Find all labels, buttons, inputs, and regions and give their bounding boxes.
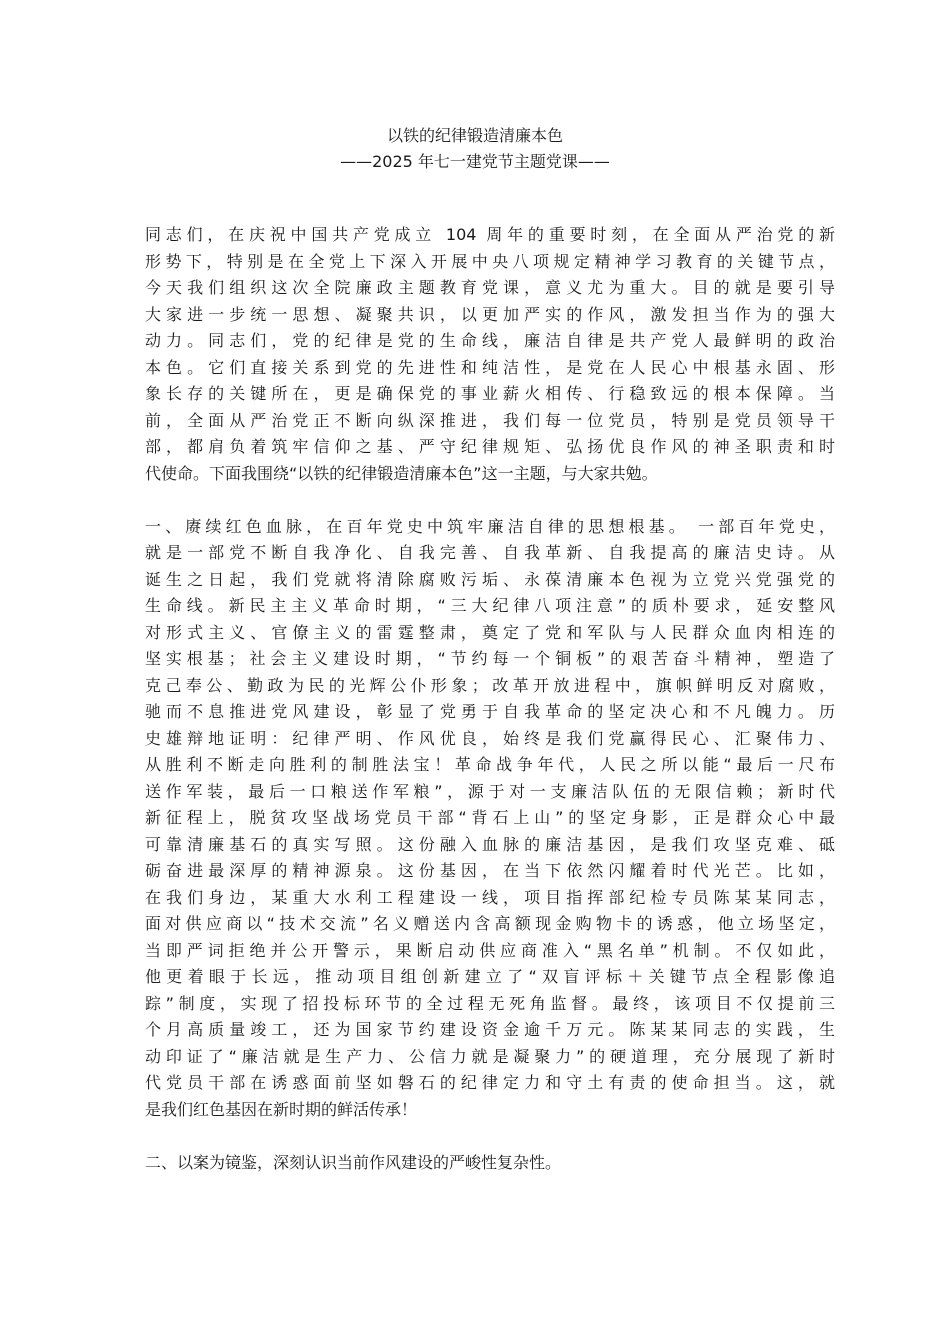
paragraph-line: 象长存的关键所在，更是确保党的事业薪火相传、行稳致远的根本保障。当 [145, 384, 835, 403]
paragraph-line: 当即严词拒绝并公开警示，果断启动供应商准入“黑名单”机制。不仅如此， [145, 940, 835, 960]
paragraph-line: 驰而不息推进党风建设，彰显了党勇于自我革命的坚定决心和不凡魄力。历 [145, 702, 835, 721]
paragraph-line: 他更着眼于长远，推动项目组创新建立了“双盲评标＋关键节点全程影像追 [145, 967, 835, 986]
paragraph-line: 新征程上，脱贫攻坚战场党员干部“背石上山”的坚定身影，正是群众心中最 [145, 808, 835, 827]
paragraph-spacer [145, 1123, 835, 1150]
paragraph-line: 前，全面从严治党正不断向纵深推进，我们每一位党员，特别是党员领导干 [145, 410, 835, 430]
paragraph-line: 本色。它们直接关系到党的先进性和纯洁性，是党在人民心中根基永固、形 [145, 357, 835, 377]
paragraph-line: 代党员干部在诱惑面前坚如磐石的纪律定力和守土有责的使命担当。这，就 [145, 1073, 835, 1092]
paragraph-line: 踪”制度，实现了招投标环节的全过程无死角监督。最终，该项目不仅提前三 [145, 993, 835, 1013]
paragraph-line: 是我们红色基因在新时期的鲜活传承！ [145, 1099, 418, 1119]
paragraph-line: 今天我们组织这次全院廉政主题教育党课，意义尤为重大。目的就是要引导 [145, 278, 835, 297]
paragraph-line: 坚实根基；社会主义建设时期，“节约每一个铜板”的艰苦奋斗精神，塑造了 [145, 649, 835, 668]
document-title: 以铁的纪律锻造清廉本色 [386, 126, 563, 145]
paragraph [145, 514, 835, 1124]
paragraph-line: 从胜利不断走向胜利的制胜法宝！革命战争年代，人民之所以能“最后一尺布 [145, 755, 835, 774]
document-body [145, 222, 835, 1176]
paragraph-line: 对形式主义、官僚主义的雷霆整肃，奠定了党和军队与人民群众血肉相连的 [145, 622, 835, 642]
paragraph-line: 动印证了“廉洁就是生产力、公信力就是凝聚力”的硬道理，充分展现了新时 [145, 1046, 835, 1066]
paragraph-line: 诞生之日起，我们党就将清除腐败污垢、永葆清廉本色视为立党兴党强党的 [145, 569, 835, 589]
paragraph-line: 二、以案为镜鉴，深刻认识当前作风建设的严峻性复杂性。 [145, 1152, 562, 1172]
paragraph-line: 史雄辩地证明：纪律严明、作风优良，始终是我们党赢得民心、汇聚伟力、 [145, 728, 835, 748]
paragraph-line: 可靠清廉基石的真实写照。这份融入血脉的廉洁基因，是我们攻坚克难、砥 [145, 834, 835, 854]
paragraph-line: 形势下，特别是在全党上下深入开展中央八项规定精神学习教育的关键节点， [145, 251, 835, 271]
paragraph-line: 同志们，在庆祝中国共产党成立 104 周年的重要时刻，在全面从严治党的新 [145, 225, 835, 244]
paragraph-line: 一、赓续红色血脉，在百年党史中筑牢廉洁自律的思想根基。 一部百年党史， [145, 516, 835, 536]
document-subtitle: ——2025 年七一建党节主题党课—— [340, 152, 610, 171]
paragraph-line: 克己奉公、勤政为民的光辉公仆形象；改革开放进程中，旗帜鲜明反对腐败， [145, 675, 835, 695]
paragraph [145, 1150, 835, 1177]
paragraph-line: 生命线。新民主主义革命时期，“三大纪律八项注意”的质朴要求，延安整风 [145, 596, 835, 615]
paragraph-line: 就是一部党不断自我净化、自我完善、自我革新、自我提高的廉洁史诗。从 [145, 543, 835, 562]
paragraph [145, 222, 835, 487]
paragraph-line: 在我们身边，某重大水利工程建设一线，项目指挥部纪检专员陈某某同志， [145, 887, 835, 907]
title-block [0, 123, 950, 175]
paragraph-line: 砺奋进最深厚的精神源泉。这份基因，在当下依然闪耀着时代光芒。比如， [145, 861, 835, 880]
paragraph-line: 大家进一步统一思想、凝聚共识，以更加严实的作风，激发担当作为的强大 [145, 304, 835, 324]
paragraph-line: 部，都肩负着筑牢信仰之基、严守纪律规矩、弘扬优良作风的神圣职责和时 [145, 437, 835, 456]
paragraph-line: 送作军装，最后一口粮送作军粮”，源于对一支廉洁队伍的无限信赖；新时代 [145, 781, 835, 801]
paragraph-line: 个月高质量竣工，还为国家节约建设资金逾千万元。陈某某同志的实践，生 [145, 1020, 835, 1039]
paragraph-line: 动力。同志们，党的纪律是党的生命线，廉洁自律是共产党人最鲜明的政治 [145, 331, 835, 350]
paragraph-line: 代使命。下面我围绕“以铁的纪律锻造清廉本色”这一主题，与大家共勉。 [145, 463, 658, 483]
paragraph-line: 面对供应商以“技术交流”名义赠送内含高额现金购物卡的诱惑，他立场坚定， [145, 914, 835, 933]
paragraph-spacer [145, 487, 835, 514]
